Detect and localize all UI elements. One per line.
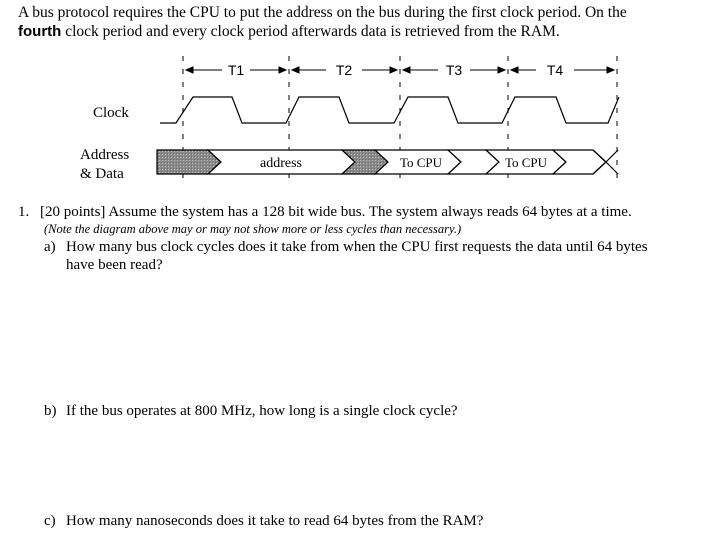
clock-waveform: [160, 97, 619, 123]
question-1a-label: a): [44, 239, 56, 255]
clock-label: Clock: [93, 105, 129, 121]
question-1a: [44, 238, 674, 274]
bus-label-address: address: [260, 156, 302, 171]
bus-waveform: [157, 150, 618, 174]
question-1b-label: b): [44, 403, 57, 419]
question-1b-text: If the bus operates at 800 MHz, how long is a single clock cycle?: [66, 403, 458, 419]
intro-line2: clock period and every clock period afterwards data is retrieved from the RAM.: [61, 23, 560, 40]
question-1c-label: c): [44, 513, 56, 529]
intro-paragraph: [18, 3, 698, 41]
address-data-label-line2: & Data: [80, 166, 124, 182]
period-label-t2: T2: [335, 62, 353, 78]
question-1-note: (Note the diagram above may or may not show more or less cycles than necessary.): [44, 222, 462, 236]
question-1a-text: How many bus clock cycles does it take from when the CPU first requests the data until 64 bytes have been read?: [66, 239, 648, 273]
question-1c-text: How many nanoseconds does it take to read 64 bytes from the RAM?: [66, 513, 484, 529]
question-1c: [44, 513, 483, 530]
bus-label-to-cpu-1: To CPU: [399, 155, 443, 170]
timing-diagram: [0, 46, 708, 194]
period-label-t3: T3: [445, 62, 463, 78]
question-1b: [44, 403, 458, 420]
question-1-number: 1.: [18, 204, 30, 220]
intro-line1: A bus protocol requires the CPU to put the address on the bus during the first clock period. On the: [18, 4, 627, 21]
period-label-t1: T1: [227, 62, 245, 78]
question-1-text: [20 points] Assume the system has a 128 bit wide bus. The system always reads 64 bytes at a time.: [40, 204, 632, 220]
address-data-label-line1: Address: [80, 147, 130, 163]
question-1: [18, 204, 632, 221]
intro-bold-word: fourth: [18, 23, 62, 40]
period-label-t4: T4: [546, 62, 564, 78]
bus-label-to-cpu-2: To CPU: [504, 155, 548, 170]
